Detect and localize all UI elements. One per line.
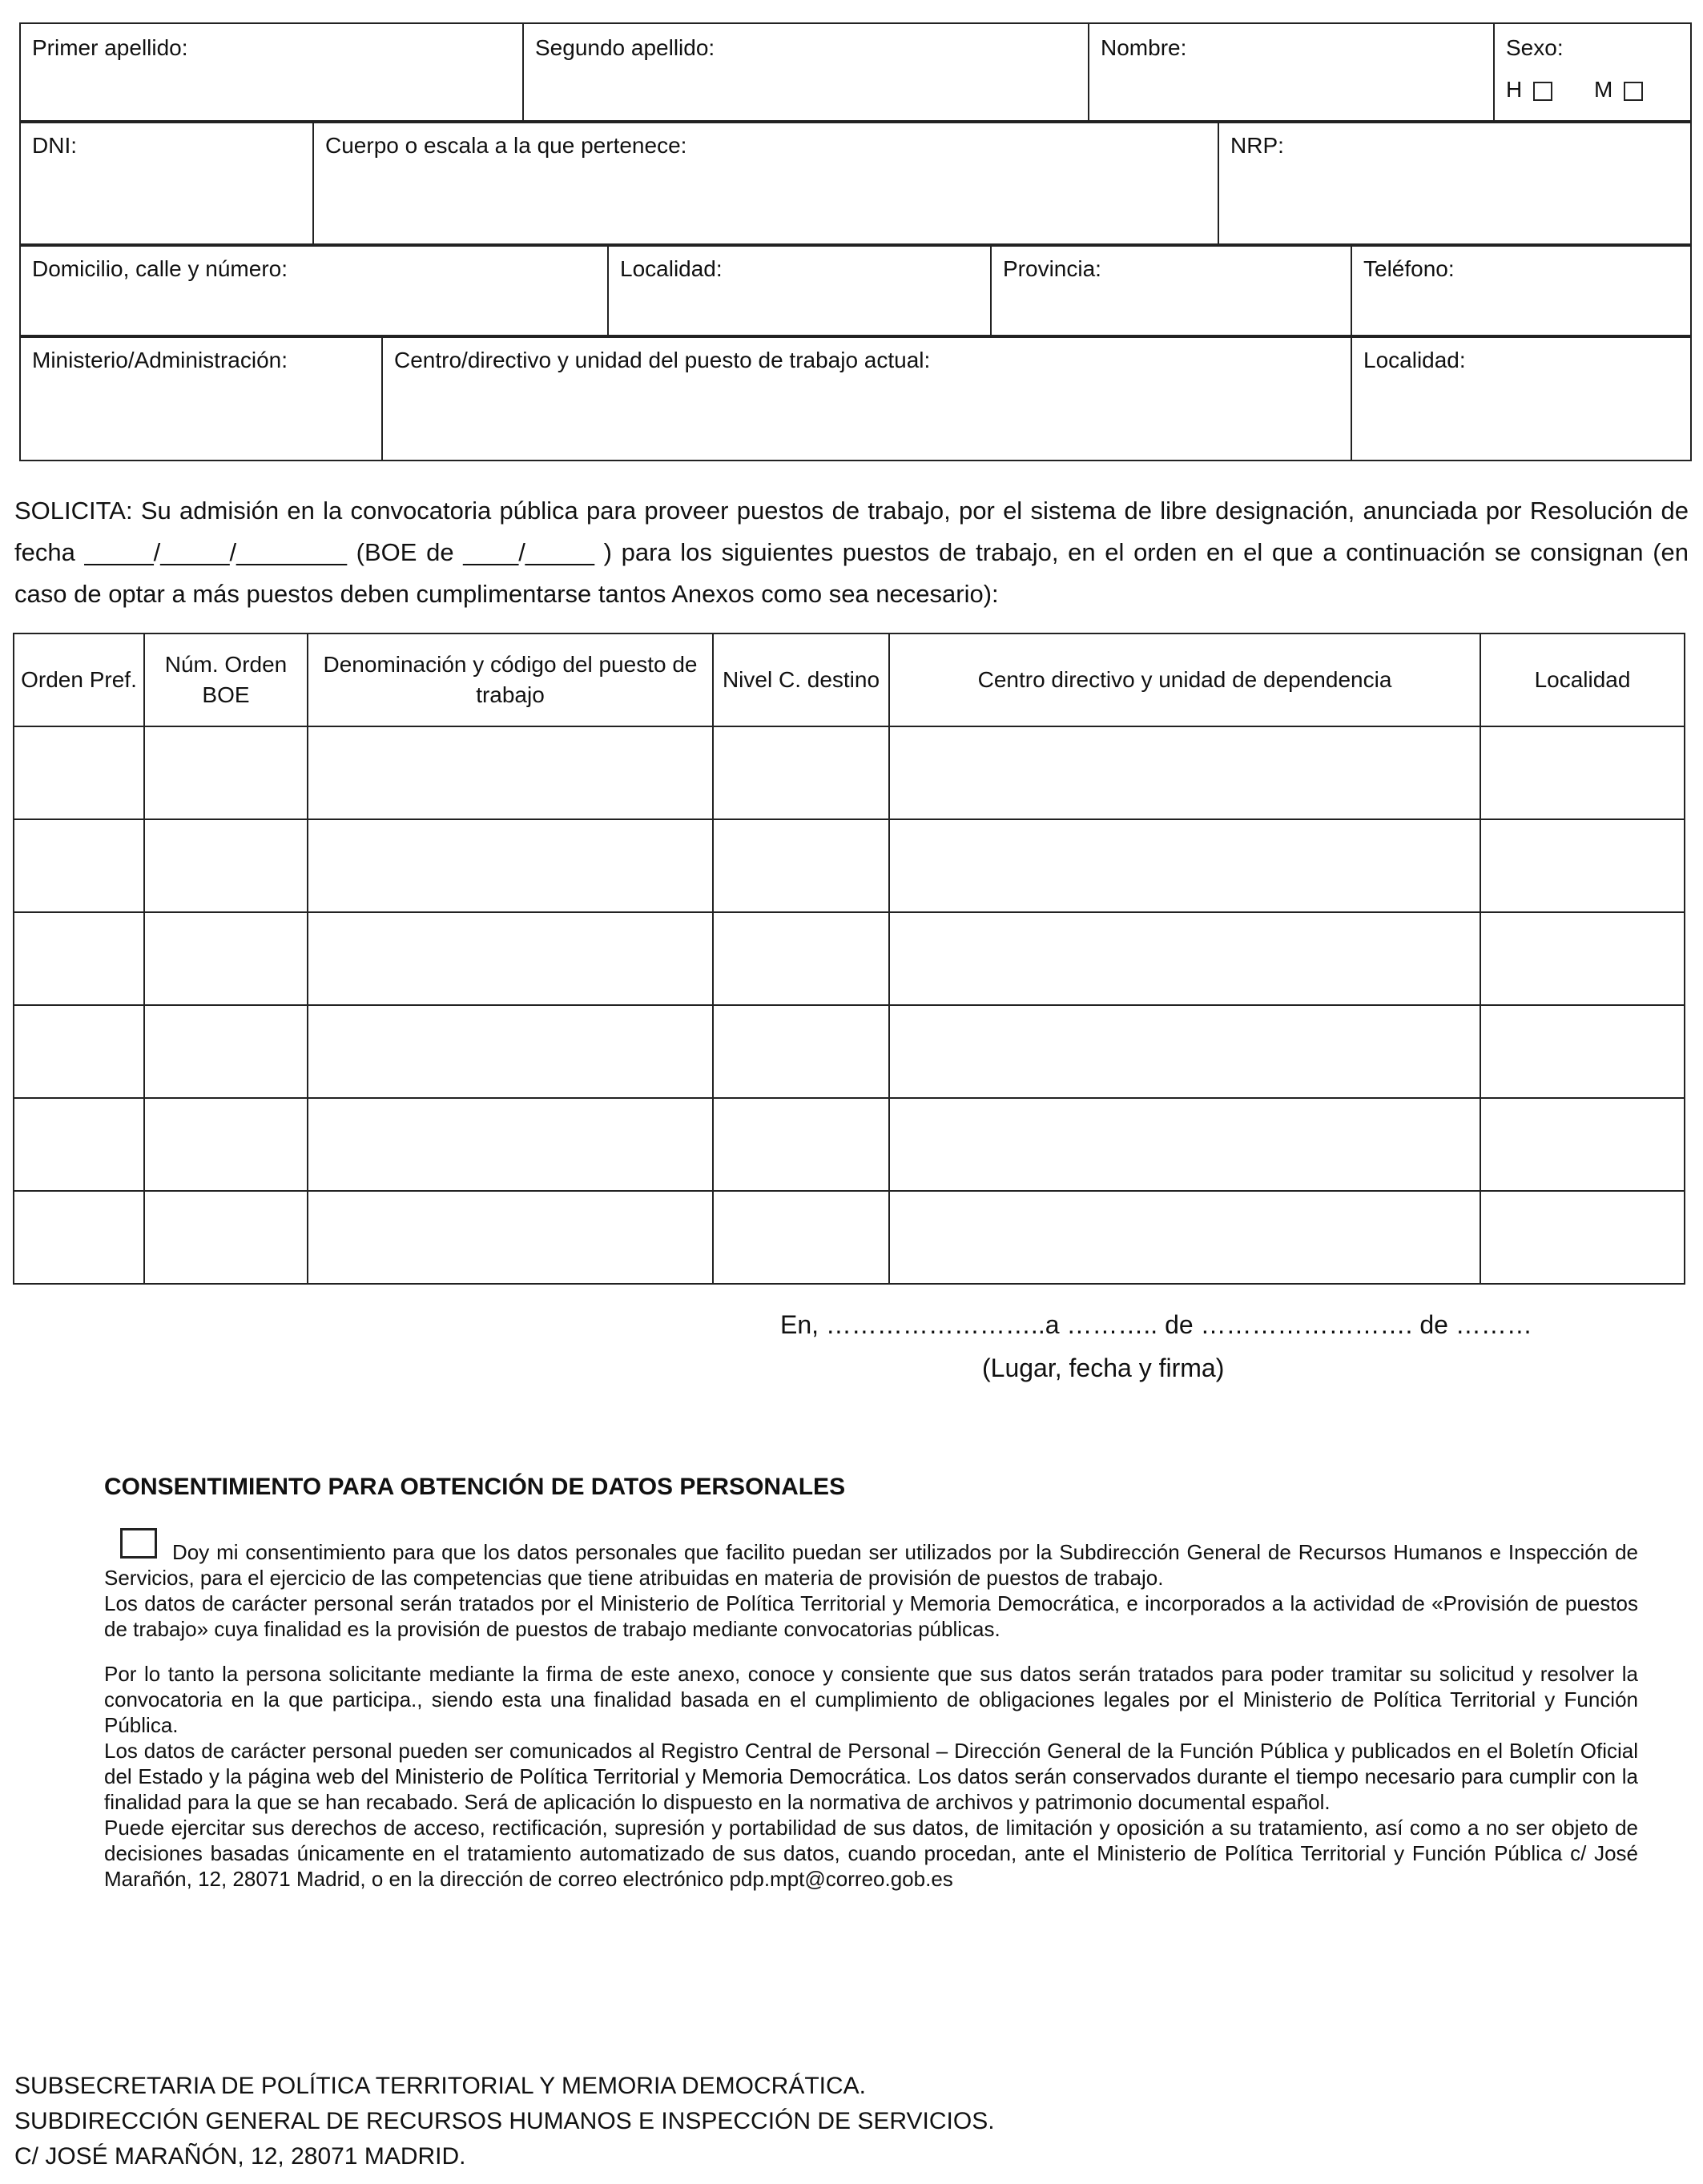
consent-block-1 — [104, 1539, 1638, 1642]
cell-denominacion[interactable] — [308, 819, 713, 912]
centro-field[interactable] — [382, 336, 1351, 461]
table-row — [14, 819, 1685, 912]
primer-apellido-field[interactable] — [20, 23, 523, 123]
sexo-options — [1495, 61, 1690, 103]
nrp-label: NRP: — [1230, 133, 1284, 158]
cell-centro[interactable] — [889, 1005, 1480, 1098]
cell-centro[interactable] — [889, 912, 1480, 1005]
localidad-label: Localidad: — [620, 256, 723, 281]
cell-localidad[interactable] — [1480, 819, 1685, 912]
cell-num-orden[interactable] — [144, 726, 308, 819]
centro-label: Centro/directivo y unidad del puesto de trabajo actual: — [394, 348, 931, 372]
table-row — [14, 1098, 1685, 1191]
cell-centro[interactable] — [889, 726, 1480, 819]
provincia-field[interactable] — [991, 244, 1351, 337]
cell-num-orden[interactable] — [144, 1098, 308, 1191]
cell-denominacion[interactable] — [308, 726, 713, 819]
footer-line-1: SUBSECRETARIA DE POLÍTICA TERRITORIAL Y MEMORIA DEMOCRÁTICA. — [14, 2073, 867, 2099]
header-centro: Centro directivo y unidad de dependencia — [889, 633, 1480, 726]
cell-localidad[interactable] — [1480, 726, 1685, 819]
nrp-field[interactable] — [1218, 121, 1691, 246]
jobs-table — [13, 633, 1685, 1285]
cell-centro[interactable] — [889, 819, 1480, 912]
ministerio-label: Ministerio/Administración: — [32, 348, 288, 372]
consent-title: CONSENTIMIENTO PARA OBTENCIÓN DE DATOS PERSONALES — [104, 1474, 846, 1500]
cell-centro[interactable] — [889, 1191, 1480, 1284]
signature-line: En, ……………………..a ……….. de ……………………. de ……… — [780, 1310, 1532, 1339]
consent-paragraph-1: Doy mi consentimiento para que los datos personales que facilito puedan ser utilizados por la Subdirección General de Recursos Humanos e Inspección de Servicios, para el ejercicio de las competencias que tiene atribuidas en materia de provisión de puestos de trabajo. — [104, 1540, 1638, 1590]
personal-row-address — [19, 243, 1692, 338]
cell-num-orden[interactable] — [144, 1191, 308, 1284]
nombre-label: Nombre: — [1101, 35, 1187, 60]
telefono-field[interactable] — [1351, 244, 1691, 337]
cell-num-orden[interactable] — [144, 912, 308, 1005]
personal-row-names — [19, 22, 1692, 123]
sexo-m-label: M — [1594, 77, 1613, 102]
cell-orden[interactable] — [14, 1098, 144, 1191]
consent-paragraph-2: Los datos de carácter personal serán tratados por el Ministerio de Política Territorial y Memoria Democrática, e incorporados a la actividad de «Provisión de puestos de trabajo» cuya finalidad es la provisión de puestos de trabajo mediante convocatorias públicas. — [104, 1591, 1638, 1641]
cuerpo-label: Cuerpo o escala a la que pertenece: — [325, 133, 687, 158]
cell-denominacion[interactable] — [308, 1098, 713, 1191]
consent-block-2 — [104, 1661, 1638, 1892]
cell-denominacion[interactable] — [308, 912, 713, 1005]
personal-row-workplace — [19, 335, 1692, 461]
localidad-field[interactable] — [608, 244, 991, 337]
localidad-trabajo-field[interactable] — [1351, 336, 1691, 461]
consent-paragraph-5: Puede ejercitar sus derechos de acceso, rectificación, supresión y portabilidad de sus datos, de limitación y oposición a su tratamiento, así como a no ser objeto de decisiones basadas únicamente en el tratamiento automatizado de sus datos, cuando procedan, ante el Ministerio de Política Territorial y Función Pública c/ José Marañón, 12, 28071 Madrid, o en la dirección de correo electrónico pdp.mpt@correo.gob.es — [104, 1816, 1638, 1891]
cell-nivel[interactable] — [713, 1098, 889, 1191]
ministerio-field[interactable] — [20, 336, 382, 461]
cell-nivel[interactable] — [713, 1005, 889, 1098]
sexo-label: Sexo: — [1506, 35, 1564, 60]
domicilio-label: Domicilio, calle y número: — [32, 256, 288, 281]
table-row — [14, 912, 1685, 1005]
provincia-label: Provincia: — [1003, 256, 1101, 281]
cell-denominacion[interactable] — [308, 1191, 713, 1284]
sexo-field — [1494, 23, 1691, 123]
cell-orden[interactable] — [14, 1191, 144, 1284]
cell-localidad[interactable] — [1480, 1098, 1685, 1191]
domicilio-field[interactable] — [20, 244, 608, 337]
header-denominacion: Denominación y código del puesto de trabajo — [308, 633, 713, 726]
cell-localidad[interactable] — [1480, 1191, 1685, 1284]
consent-paragraph-4: Los datos de carácter personal pueden ser comunicados al Registro Central de Personal – Dirección General de la Función Pública y publicados en el Boletín Oficial del Estado y la página web del Ministerio de Política Territorial y Memoria Democrática. Los datos serán conservados durante el tiempo necesario para cumplir con la finalidad para la que se han recabado. Será de aplicación lo dispuesto en la normativa de archivos y patrimonio documental español. — [104, 1739, 1638, 1814]
header-num-orden: Núm. Orden BOE — [144, 633, 308, 726]
table-row — [14, 726, 1685, 819]
jobs-table-body — [14, 726, 1685, 1284]
dni-field[interactable] — [20, 121, 313, 246]
segundo-apellido-field[interactable] — [523, 23, 1089, 123]
nombre-field[interactable] — [1089, 23, 1494, 123]
cell-localidad[interactable] — [1480, 912, 1685, 1005]
cell-num-orden[interactable] — [144, 1005, 308, 1098]
table-row — [14, 1005, 1685, 1098]
cuerpo-field[interactable] — [313, 121, 1218, 246]
sexo-h-checkbox[interactable] — [1533, 82, 1552, 101]
cell-nivel[interactable] — [713, 819, 889, 912]
footer-line-2: SUBDIRECCIÓN GENERAL DE RECURSOS HUMANOS E INSPECCIÓN DE SERVICIOS. — [14, 2108, 995, 2134]
footer-line-3: C/ JOSÉ MARAÑÓN, 12, 28071 MADRID. — [14, 2143, 466, 2170]
primer-apellido-label: Primer apellido: — [32, 35, 188, 60]
cell-orden[interactable] — [14, 819, 144, 912]
localidad-trabajo-label: Localidad: — [1363, 348, 1466, 372]
cell-nivel[interactable] — [713, 726, 889, 819]
dni-label: DNI: — [32, 133, 77, 158]
personal-row-id — [19, 120, 1692, 247]
telefono-label: Teléfono: — [1363, 256, 1455, 281]
sexo-h-label: H — [1506, 77, 1523, 102]
cell-nivel[interactable] — [713, 912, 889, 1005]
cell-orden[interactable] — [14, 1005, 144, 1098]
cell-num-orden[interactable] — [144, 819, 308, 912]
cell-orden[interactable] — [14, 912, 144, 1005]
table-row — [14, 1191, 1685, 1284]
sexo-m-checkbox[interactable] — [1624, 82, 1643, 101]
header-orden: Orden Pref. — [14, 633, 144, 726]
solicita-paragraph: SOLICITA: Su admisión en la convocatoria pública para proveer puestos de trabajo, por el sistema de libre designación, anunciada por Resolución de fecha _____/_____/________ (BOE de ____/_____ ) para los siguientes puestos de trabajo, en el orden en el que a continuación se consignan (en caso de optar a más puestos deben cumplimentarse tantos Anexos como sea necesario): — [14, 497, 1689, 608]
cell-nivel[interactable] — [713, 1191, 889, 1284]
cell-orden[interactable] — [14, 726, 144, 819]
cell-centro[interactable] — [889, 1098, 1480, 1191]
header-localidad: Localidad — [1480, 633, 1685, 726]
cell-localidad[interactable] — [1480, 1005, 1685, 1098]
header-nivel: Nivel C. destino — [713, 633, 889, 726]
cell-denominacion[interactable] — [308, 1005, 713, 1098]
signature-caption: (Lugar, fecha y firma) — [982, 1353, 1225, 1382]
segundo-apellido-label: Segundo apellido: — [535, 35, 715, 60]
consent-paragraph-3: Por lo tanto la persona solicitante mediante la firma de este anexo, conoce y consiente que sus datos serán tratados para poder tramitar su solicitud y resolver la convocatoria en la que participa., siendo esta una finalidad basada en el cumplimiento de obligaciones legales por el Ministerio de Política Territorial y Función Pública. — [104, 1662, 1638, 1737]
footer-address — [14, 2069, 995, 2174]
